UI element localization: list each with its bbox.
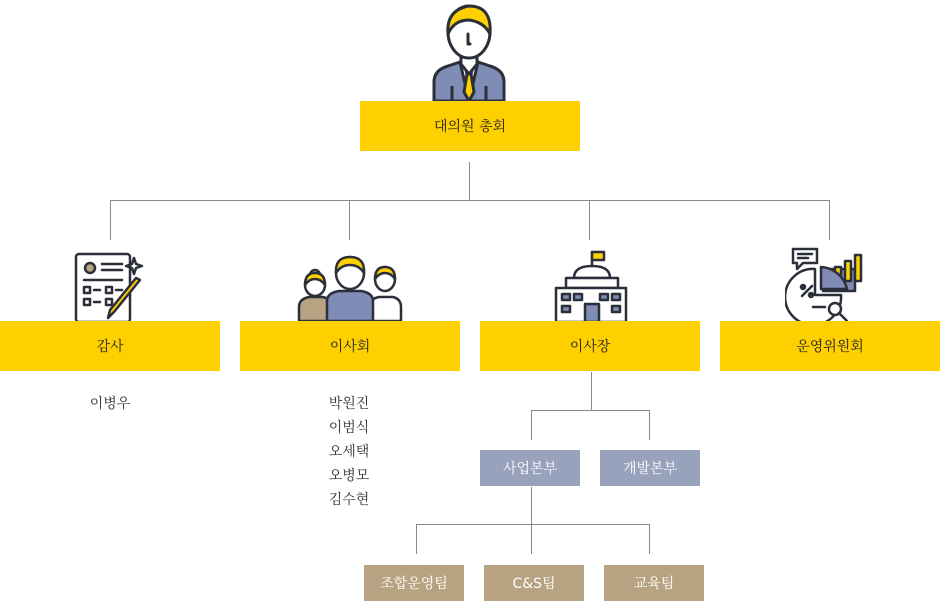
person-icon xyxy=(424,0,514,102)
connector-division-2 xyxy=(649,410,650,440)
committee-box xyxy=(720,321,940,371)
connector-team-1 xyxy=(416,524,417,554)
board-box xyxy=(240,321,460,371)
general-assembly-label: 대의원 총회 xyxy=(433,119,507,135)
board-people-icon xyxy=(295,255,405,322)
board-member: 김수현 xyxy=(328,492,370,508)
audit-label: 감사 xyxy=(96,339,124,355)
connector-audit xyxy=(110,200,111,240)
board-members xyxy=(309,392,389,512)
audit-checklist-icon xyxy=(70,250,150,322)
committee-chart-icon xyxy=(785,245,875,322)
connector-top-horizontal xyxy=(110,200,830,201)
connector-board xyxy=(349,200,350,240)
division-development-box xyxy=(600,450,700,486)
connector-division-1 xyxy=(531,410,532,440)
audit-member: 이병우 xyxy=(89,396,131,412)
team-education-label: 교육팀 xyxy=(633,576,675,592)
connector-division-down xyxy=(531,487,532,524)
board-member: 이범식 xyxy=(328,420,370,436)
chairman-label: 이사장 xyxy=(569,339,611,355)
connector-team-2 xyxy=(531,524,532,554)
audit-members xyxy=(70,392,150,416)
team-education-box xyxy=(604,565,704,601)
general-assembly-box xyxy=(360,101,580,151)
team-cs-box xyxy=(484,565,584,601)
board-member: 오세택 xyxy=(328,444,370,460)
chairman-box xyxy=(480,321,700,371)
board-member: 박원진 xyxy=(328,396,370,412)
board-member: 오병모 xyxy=(328,468,370,484)
division-business-box xyxy=(480,450,580,486)
audit-box xyxy=(0,321,220,371)
connector-chairman xyxy=(589,200,590,240)
connector-chairman-down xyxy=(591,372,592,410)
connector-team-3 xyxy=(649,524,650,554)
connector-top-vertical xyxy=(469,162,470,200)
connector-committee xyxy=(829,200,830,240)
division-development-label: 개발본부 xyxy=(622,461,678,477)
committee-label: 운영위원회 xyxy=(796,339,864,355)
board-label: 이사회 xyxy=(329,339,371,355)
team-union-operations-box xyxy=(364,565,464,601)
team-union-operations-label: 조합운영팀 xyxy=(380,576,448,592)
connector-team-horizontal xyxy=(416,524,649,525)
connector-division-horizontal xyxy=(531,410,649,411)
team-cs-label: C&S팀 xyxy=(512,576,556,592)
division-business-label: 사업본부 xyxy=(502,461,558,477)
building-icon xyxy=(552,250,630,322)
